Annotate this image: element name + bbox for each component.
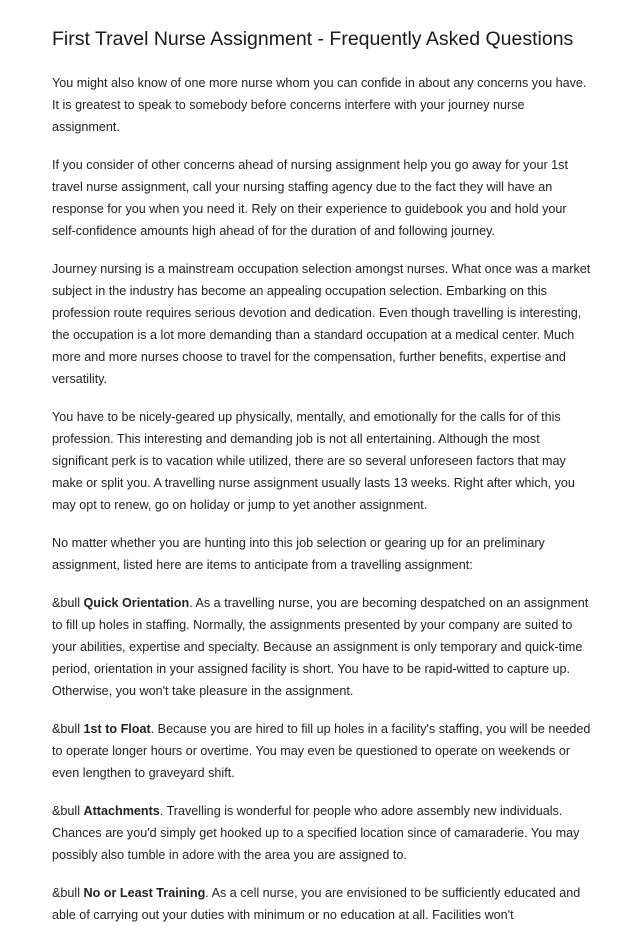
bullet-heading: No or Least Training [83,886,206,900]
bullet-heading: Attachments [83,804,160,818]
bullet-item-quick-orientation [52,592,592,702]
document-page [52,26,592,942]
bullet-item-attachments [52,800,592,866]
bullet-text: . As a cell nurse, you are envisioned to be sufficiently educated and able of carrying out your duties with minimum or no education at all. Facilities won't [52,886,581,922]
bullet-text: . Travelling is wonderful for people who adore assembly new individuals. Chances are you'd simply get hooked up to a specified location since of camaraderie. You may possibly also tumble in adore with the area you are assigned to. [52,804,580,862]
paragraph-5: No matter whether you are hunting into this job selection or gearing up for an preliminary assignment, listed here are items to anticipate from a travelling assignment: [52,536,545,572]
bullet-item-no-or-least-training [52,882,592,926]
document-title: First Travel Nurse Assignment - Frequently Asked Questions [52,28,574,50]
bullet-text: . As a travelling nurse, you are becoming despatched on an assignment to fill up holes in staffing. Normally, the assignments presented by your company are suited to your abilities, expertise and specialty. Because an assignment is only temporary and quick-time period, orientation in your assigned facility is short. You have to be rapid-witted to capture up. Otherwise, you won't take pleasure in the assignment. [52,596,589,698]
paragraph-2: If you consider of other concerns ahead of nursing assignment help you go away for your 1st travel nurse assignment, call your nursing staffing agency due to the fact they will have an response for you when you need it. Rely on their experience to guidebook you and hold your self-confidence amounts high ahead of for the duration of and following journey. [52,158,568,238]
bullet-text: . Because you are hired to fill up holes in a facility's staffing, you will be needed to operate longer hours or overtime. You may even be questioned to operate on weekends or even lengthen to graveyard shift. [52,722,591,780]
paragraph-4: You have to be nicely-geared up physically, mentally, and emotionally for the calls for of this profession. This interesting and demanding job is not all entertaining. Although the most significant perk is to vacation while utilized, there are so several unforeseen factors that may make or split you. A travelling nurse assignment usually lasts 13 weeks. Right after which, you may opt to renew, go on holiday or jump to yet another assignment. [52,410,575,512]
bullet-marker: &bull [52,596,81,610]
paragraph-1: You might also know of one more nurse whom you can confide in about any concerns you have. It is greatest to speak to somebody before concerns interfere with your journey nurse assignment. [52,76,587,134]
bullet-item-first-to-float [52,718,592,784]
bullet-heading: Quick Orientation [83,596,190,610]
bullet-heading: 1st to Float [83,722,151,736]
bullet-marker: &bull [52,804,81,818]
bullet-marker: &bull [52,886,81,900]
bullet-marker: &bull [52,722,81,736]
paragraph-3: Journey nursing is a mainstream occupation selection amongst nurses. What once was a market subject in the industry has become an appealing occupation selection. Embarking on this profession route requires serious devotion and dedication. Even though travelling is interesting, the occupation is a lot more demanding than a standard occupation at a medical center. Much more and more nurses choose to travel for the compensation, further benefits, expertise and versatility. [52,262,591,386]
